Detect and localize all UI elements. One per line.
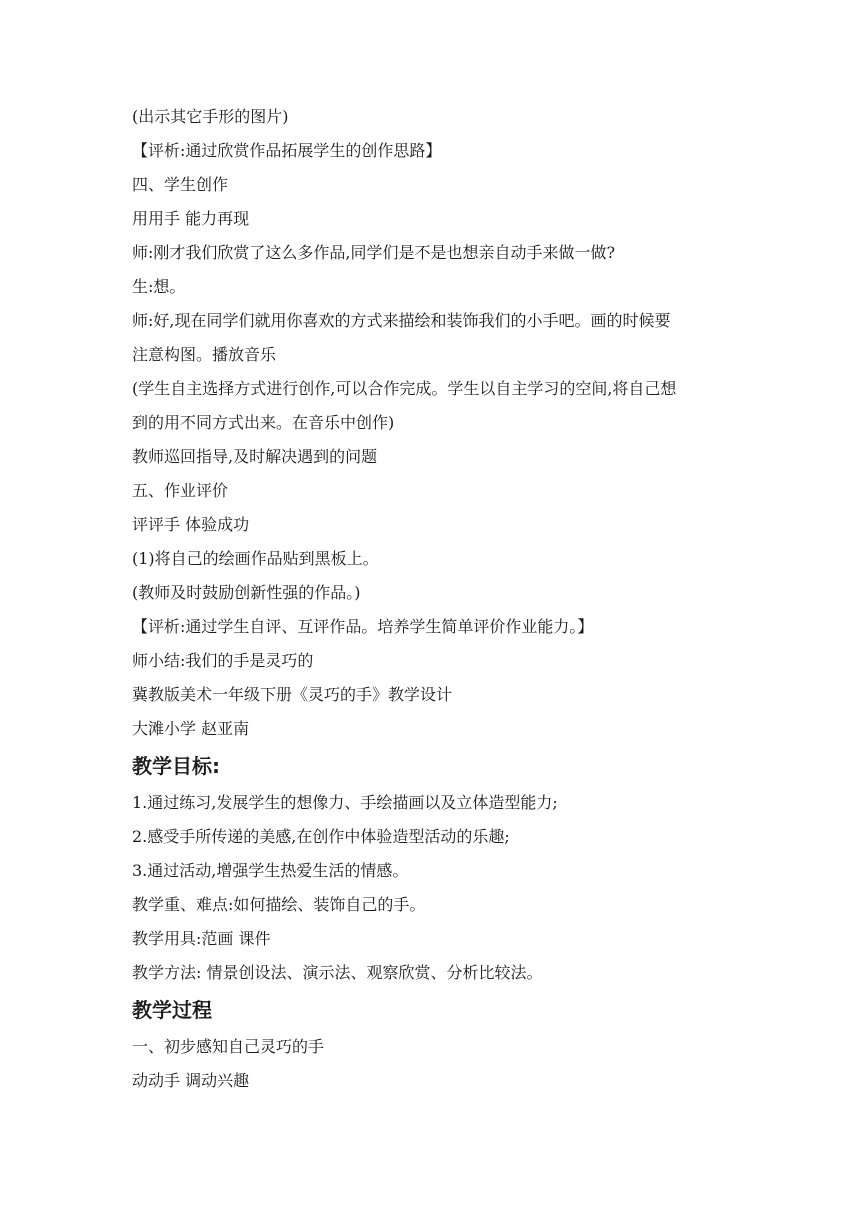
section-title: 一、初步感知自己灵巧的手 — [132, 1037, 325, 1056]
text-line: 到的用不同方式出来。在音乐中创作) — [132, 413, 395, 432]
text-line: 教学方法: 情景创设法、演示法、观察欣赏、分析比较法。 — [132, 963, 543, 982]
text-line: 教师巡回指导,及时解决遇到的问题 — [132, 447, 378, 466]
text-line: 师:刚才我们欣赏了这么多作品,同学们是不是也想亲自动手来做一做? — [132, 243, 616, 262]
text-line: 3.通过活动,增强学生热爱生活的情感。 — [132, 861, 409, 880]
document-body — [132, 100, 732, 1098]
text-line: (出示其它手形的图片) — [132, 107, 289, 126]
text-line: 用用手 能力再现 — [132, 209, 250, 228]
text-line: (学生自主选择方式进行创作,可以合作完成。学生以自主学习的空间,将自己想 — [132, 379, 677, 398]
text-line: 1.通过练习,发展学生的想像力、手绘描画以及立体造型能力; — [132, 793, 558, 812]
text-line: 【评析:通过欣赏作品拓展学生的创作思路】 — [132, 141, 442, 160]
text-line: 注意构图。播放音乐 — [132, 345, 277, 364]
text-line: 师小结:我们的手是灵巧的 — [132, 651, 314, 670]
text-line: 教学重、难点:如何描绘、装饰自己的手。 — [132, 895, 426, 914]
heading-teaching-goals: 教学目标: — [132, 754, 220, 778]
text-line: 教学用具:范画 课件 — [132, 929, 271, 948]
text-line: 师:好,现在同学们就用你喜欢的方式来描绘和装饰我们的小手吧。画的时候要 — [132, 311, 671, 330]
document-title: 冀教版美术一年级下册《灵巧的手》教学设计 — [132, 685, 453, 704]
section-title: 四、学生创作 — [132, 175, 229, 194]
author-line: 大滩小学 赵亚南 — [132, 719, 250, 738]
text-line: (1)将自己的绘画作品贴到黑板上。 — [132, 549, 379, 568]
text-line: 【评析:通过学生自评、互评作品。培养学生简单评价作业能力。】 — [132, 617, 594, 636]
text-line: (教师及时鼓励创新性强的作品。) — [132, 583, 361, 602]
text-line: 评评手 体验成功 — [132, 515, 250, 534]
text-line: 2.感受手所传递的美感,在创作中体验造型活动的乐趣; — [132, 827, 510, 846]
text-line: 动动手 调动兴趣 — [132, 1071, 250, 1090]
section-title: 五、作业评价 — [132, 481, 229, 500]
text-line: 生:想。 — [132, 277, 186, 296]
heading-teaching-process: 教学过程 — [132, 998, 212, 1022]
